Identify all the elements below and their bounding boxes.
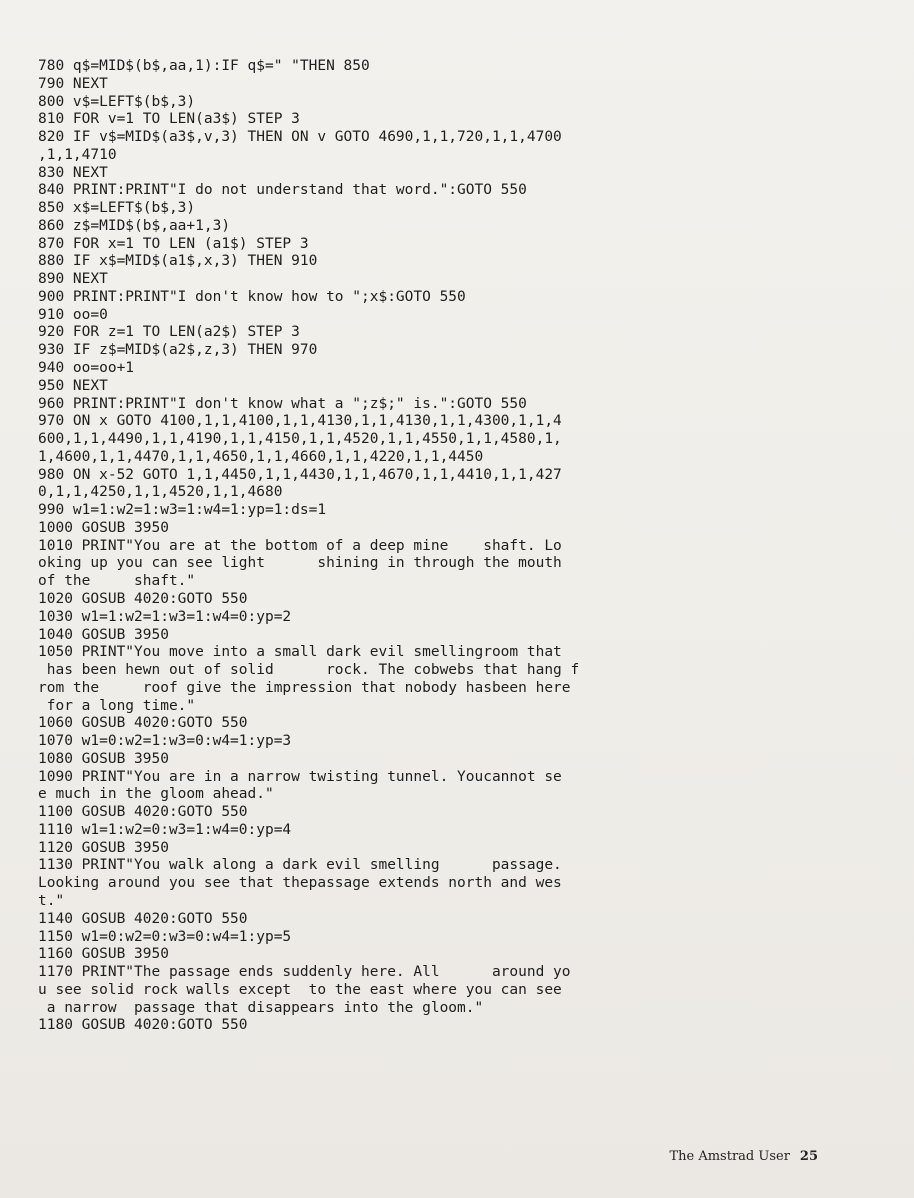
code-line: 980 ON x-52 GOTO 1,1,4450,1,1,4430,1,1,4670,1,1,4410,1,1,427 <box>38 466 562 483</box>
code-line: 1110 w1=1:w2=0:w3=1:w4=0:yp=4 <box>38 821 292 838</box>
code-line: 900 PRINT:PRINT"I don't know how to ";x$:GOTO 550 <box>38 288 466 305</box>
code-line: 960 PRINT:PRINT"I don't know what a ";z$;" is.":GOTO 550 <box>38 395 527 412</box>
code-line: 800 v$=LEFT$(b$,3) <box>38 93 196 110</box>
code-line: rom the roof give the impression that nobody hasbeen here <box>38 679 571 696</box>
code-line: 1100 GOSUB 4020:GOTO 550 <box>38 804 248 821</box>
code-line: Looking around you see that thepassage extends north and wes <box>38 875 562 892</box>
code-line: 870 FOR x=1 TO LEN (a1$) STEP 3 <box>38 235 309 252</box>
basic-code-listing <box>38 58 868 1035</box>
code-line: 860 z$=MID$(b$,aa+1,3) <box>38 217 231 234</box>
code-line: 1150 w1=0:w2=0:w3=0:w4=1:yp=5 <box>38 928 292 945</box>
code-line: has been hewn out of solid rock. The cobwebs that hang f <box>38 662 580 679</box>
code-line: 850 x$=LEFT$(b$,3) <box>38 200 196 217</box>
code-line: 1180 GOSUB 4020:GOTO 550 <box>38 1017 248 1034</box>
code-line: 1030 w1=1:w2=1:w3=1:w4=0:yp=2 <box>38 608 292 625</box>
code-line: 1070 w1=0:w2=1:w3=0:w4=1:yp=3 <box>38 733 292 750</box>
code-line: 950 NEXT <box>38 377 108 394</box>
code-line: 930 IF z$=MID$(a2$,z,3) THEN 970 <box>38 342 318 359</box>
code-line: 1050 PRINT"You move into a small dark evil smellingroom that <box>38 644 562 661</box>
code-line: oking up you can see light shining in through the mouth <box>38 555 562 572</box>
code-line: 1040 GOSUB 3950 <box>38 626 169 643</box>
code-line: of the shaft." <box>38 573 196 590</box>
code-line: 910 oo=0 <box>38 306 108 323</box>
code-line: ,1,1,4710 <box>38 146 117 163</box>
code-line: 1010 PRINT"You are at the bottom of a deep mine shaft. Lo <box>38 537 562 554</box>
publication-name: The Amstrad User <box>669 1149 790 1164</box>
code-line: 1020 GOSUB 4020:GOTO 550 <box>38 590 248 607</box>
code-line: 780 q$=MID$(b$,aa,1):IF q$=" "THEN 850 <box>38 58 370 74</box>
code-line: 1090 PRINT"You are in a narrow twisting tunnel. Youcannot se <box>38 768 562 785</box>
code-line: t." <box>38 892 65 909</box>
code-line: 970 ON x GOTO 4100,1,1,4100,1,1,4130,1,1,4130,1,1,4300,1,1,4 <box>38 413 562 430</box>
code-line: 1080 GOSUB 3950 <box>38 750 169 767</box>
code-line: 810 FOR v=1 TO LEN(a3$) STEP 3 <box>38 111 300 128</box>
code-line: 830 NEXT <box>38 164 108 181</box>
code-line: 1120 GOSUB 3950 <box>38 839 169 856</box>
code-line: 0,1,1,4250,1,1,4520,1,1,4680 <box>38 484 283 501</box>
page-footer <box>669 1149 818 1164</box>
code-line: 600,1,1,4490,1,1,4190,1,1,4150,1,1,4520,1,1,4550,1,1,4580,1, <box>38 431 562 448</box>
page-number: 25 <box>799 1149 818 1164</box>
code-line: 790 NEXT <box>38 75 108 92</box>
code-line: 890 NEXT <box>38 271 108 288</box>
code-line: 1,4600,1,1,4470,1,1,4650,1,1,4660,1,1,4220,1,1,4450 <box>38 448 484 465</box>
code-line: a narrow passage that disappears into the gloom." <box>38 999 484 1016</box>
code-line: 820 IF v$=MID$(a3$,v,3) THEN ON v GOTO 4690,1,1,720,1,1,4700 <box>38 129 562 146</box>
code-line: 940 oo=oo+1 <box>38 360 135 377</box>
code-line: 990 w1=1:w2=1:w3=1:w4=1:yp=1:ds=1 <box>38 502 327 519</box>
code-line: 840 PRINT:PRINT"I do not understand that word.":GOTO 550 <box>38 182 527 199</box>
code-line: 1000 GOSUB 3950 <box>38 519 169 536</box>
code-line: 1130 PRINT"You walk along a dark evil smelling passage. <box>38 857 562 874</box>
code-line: 920 FOR z=1 TO LEN(a2$) STEP 3 <box>38 324 300 341</box>
code-line: 1170 PRINT"The passage ends suddenly here. All around yo <box>38 964 571 981</box>
code-line: 1140 GOSUB 4020:GOTO 550 <box>38 910 248 927</box>
code-line: 1160 GOSUB 3950 <box>38 946 169 963</box>
code-line: for a long time." <box>38 697 196 714</box>
code-line: 880 IF x$=MID$(a1$,x,3) THEN 910 <box>38 253 318 270</box>
code-line: 1060 GOSUB 4020:GOTO 550 <box>38 715 248 732</box>
code-line: e much in the gloom ahead." <box>38 786 274 803</box>
code-line: u see solid rock walls except to the east where you can see <box>38 981 562 998</box>
